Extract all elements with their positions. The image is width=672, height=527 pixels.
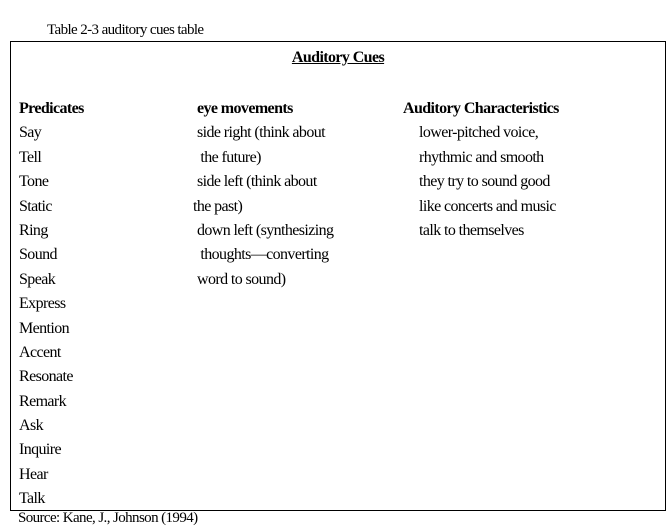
table-cell: Resonate <box>19 368 73 386</box>
predicates-column <box>19 97 84 512</box>
table-title: Auditory Cues <box>291 49 385 66</box>
table-cell: Inquire <box>19 441 62 459</box>
auditory-cues-table <box>10 41 666 511</box>
table-cell: Tell <box>19 148 42 166</box>
table-cell: Sound <box>19 246 57 264</box>
table-cell: lower-pitched voice, <box>419 124 539 142</box>
table-cell: Accent <box>19 343 61 361</box>
eye-movements-header: eye movements <box>197 100 293 117</box>
table-cell: word to sound) <box>197 270 286 288</box>
predicates-header: Predicates <box>19 100 84 117</box>
table-cell: side right (think about <box>197 124 325 142</box>
table-cell: Tone <box>19 173 49 191</box>
table-cell: Ring <box>19 221 48 239</box>
auditory-characteristics-header: Auditory Characteristics <box>403 100 559 117</box>
auditory-characteristics-column <box>403 97 559 243</box>
table-cell: they try to sound good <box>419 173 550 191</box>
table-cell: Static <box>19 197 52 215</box>
table-cell: Say <box>19 124 42 142</box>
table-cell: the future) <box>197 148 261 166</box>
table-cell: side left (think about <box>197 173 317 191</box>
table-cell: Ask <box>19 417 43 435</box>
table-cell: Hear <box>19 465 48 483</box>
eye-movements-column <box>193 97 334 292</box>
table-cell: Speak <box>19 270 56 288</box>
table-cell: like concerts and music <box>419 197 556 215</box>
table-caption: Table 2-3 auditory cues table <box>47 22 204 38</box>
table-cell: thoughts—converting <box>197 246 329 264</box>
table-cell: talk to themselves <box>419 221 524 239</box>
table-cell: rhythmic and smooth <box>419 148 544 166</box>
source-note: Source: Kane, J., Johnson (1994) <box>18 510 198 526</box>
table-cell: the past) <box>193 197 243 215</box>
table-cell: Remark <box>19 392 67 410</box>
table-cell: Mention <box>19 319 70 337</box>
table-cell: down left (synthesizing <box>197 221 334 239</box>
table-cell: Express <box>19 295 66 313</box>
table-cell: Talk <box>19 490 45 508</box>
